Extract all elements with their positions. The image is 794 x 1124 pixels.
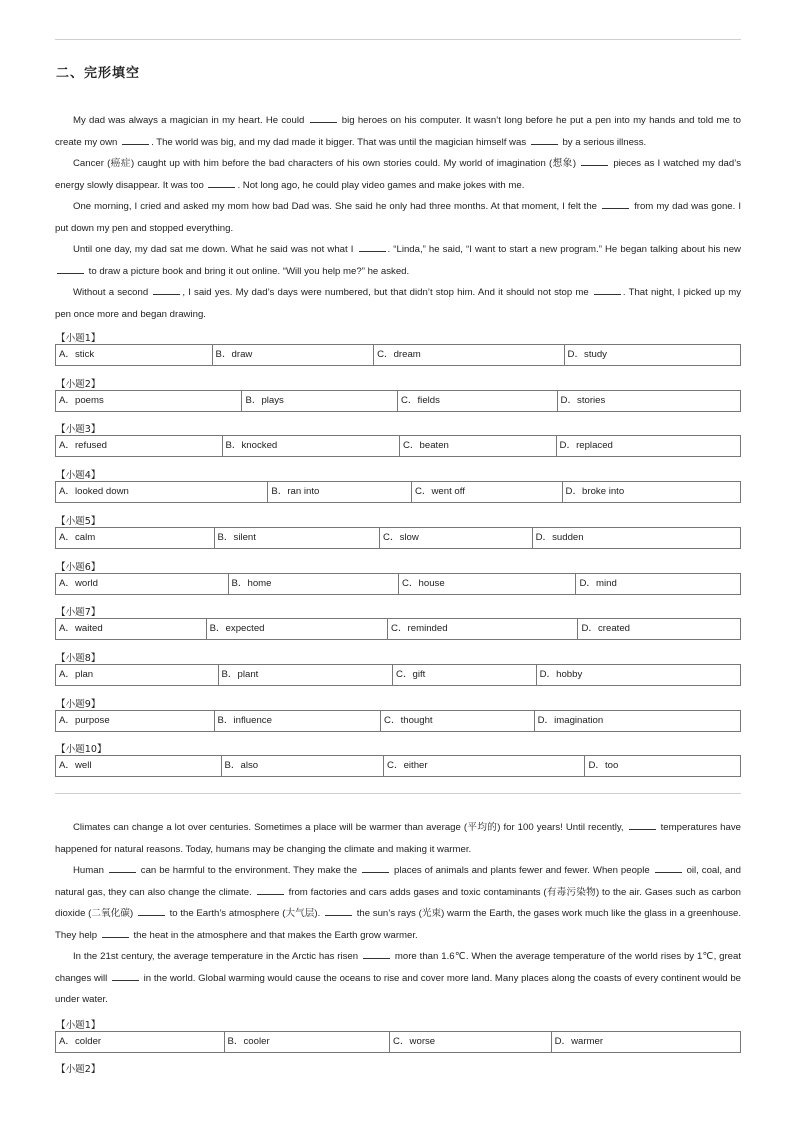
question-label: 【小题1】: [56, 1020, 101, 1031]
paragraph-text: . That night, I picked up my pen once more and began drawing.: [55, 287, 742, 320]
option-c[interactable]: C．dream: [373, 345, 563, 365]
option-b[interactable]: B．silent: [214, 528, 380, 548]
answer-blank[interactable]: [594, 286, 621, 295]
options-row: [55, 344, 741, 366]
options-row: [55, 390, 741, 412]
option-a[interactable]: A．calm: [59, 531, 96, 543]
option-c[interactable]: C．slow: [379, 528, 532, 548]
option-d[interactable]: D．warmer: [551, 1032, 740, 1052]
mid-rule: [55, 793, 741, 794]
answer-blank[interactable]: [57, 265, 84, 274]
option-a[interactable]: A．looked down: [59, 486, 129, 498]
options-row: [55, 1031, 741, 1053]
option-d[interactable]: D．study: [564, 345, 740, 365]
paragraph-text: . “Linda,” he said, “I want to start a new program.” He began talking about his new: [387, 244, 741, 255]
paragraph-text: Without a second: [73, 287, 152, 298]
paragraph: [55, 196, 741, 239]
option-b[interactable]: B．knocked: [222, 436, 399, 456]
options-row: [55, 618, 741, 640]
option-b[interactable]: B．also: [221, 756, 384, 776]
option-a[interactable]: A．well: [59, 760, 92, 772]
answer-blank[interactable]: [138, 907, 165, 916]
options-row: [55, 755, 741, 777]
option-a[interactable]: A．colder: [59, 1036, 102, 1047]
passage-2: [55, 817, 741, 1011]
option-c[interactable]: C．house: [398, 574, 575, 594]
answer-blank[interactable]: [102, 929, 129, 938]
answer-blank[interactable]: [363, 950, 390, 959]
option-a[interactable]: A．waited: [59, 623, 103, 635]
question-label: 【小题6】: [56, 561, 101, 573]
question-label: 【小题4】: [56, 470, 101, 482]
paragraph-text: In the 21st century, the average temperature in the Arctic has risen: [73, 951, 361, 962]
paragraph: [55, 239, 741, 282]
answer-blank[interactable]: [310, 114, 337, 123]
options-row: [55, 710, 741, 732]
answer-blank[interactable]: [208, 179, 235, 188]
paragraph-text: My dad was always a magician in my heart. He could: [73, 115, 308, 126]
paragraph-text: Climates can change a lot over centuries. Sometimes a place will be warmer than average (平均的) for 100 years! Until recently,: [73, 822, 627, 833]
options-row: [55, 664, 741, 686]
options-row: [55, 435, 741, 457]
answer-blank[interactable]: [359, 243, 386, 252]
option-c[interactable]: C．either: [383, 756, 584, 776]
paragraph-text: Until one day, my dad sat me down. What he said was not what I: [73, 244, 357, 255]
question-label: 【小题10】: [56, 744, 107, 756]
option-c[interactable]: C．beaten: [399, 436, 556, 456]
answer-blank[interactable]: [153, 286, 180, 295]
question-label: 【小题2】: [56, 1064, 101, 1075]
question-label: 【小题3】: [56, 424, 101, 436]
answer-blank[interactable]: [531, 136, 558, 145]
option-b[interactable]: B．ran into: [267, 482, 411, 502]
answer-blank[interactable]: [362, 864, 389, 873]
paragraph-text: to draw a picture book and bring it out online. “Will you help me?” he asked.: [86, 265, 410, 277]
answer-blank[interactable]: [602, 200, 629, 209]
paragraph-text: in the world. Global warming would cause the oceans to rise and cover more land. Many places along the coasts of every continent would be under water.: [55, 972, 741, 1005]
paragraph-text: to the Earth’s atmosphere (大气层).: [166, 908, 323, 919]
paragraph-text: pieces as I watched my dad’s energy slowly disappear. It was too: [55, 158, 741, 191]
question-label: 【小题7】: [56, 607, 101, 619]
paragraph-text: places of animals and plants fewer and fewer. When people: [391, 865, 653, 876]
paragraph-text: Human: [73, 865, 107, 876]
section-title: 二、完形填空: [56, 66, 141, 81]
option-a[interactable]: A．world: [59, 577, 98, 589]
option-d[interactable]: D．created: [577, 619, 740, 639]
answer-blank[interactable]: [257, 886, 284, 895]
paragraph-text: Cancer (癌症) caught up with him before the bad characters of his own stories could. My world of imagination (想象): [73, 158, 580, 169]
option-a[interactable]: A．purpose: [59, 714, 110, 726]
question-label: 【小题5】: [56, 515, 101, 527]
option-c[interactable]: C．gift: [392, 665, 536, 685]
option-b[interactable]: B．draw: [212, 345, 374, 365]
option-b[interactable]: B．expected: [206, 619, 387, 639]
option-c[interactable]: C．thought: [380, 711, 534, 731]
paragraph-text: the sun’s rays (光束) warm the Earth, the gases work much like the glass in a greenhouse. They help: [55, 908, 742, 941]
paragraph-text: the heat in the atmosphere and that makes the Earth grow warmer.: [130, 929, 418, 941]
paragraph-text: . Not long ago, he could play video games and make jokes with me.: [237, 179, 525, 191]
option-c[interactable]: C．fields: [397, 391, 557, 411]
paragraph-text: by a serious illness.: [559, 136, 647, 148]
option-d[interactable]: D．too: [584, 756, 740, 776]
answer-blank[interactable]: [325, 907, 352, 916]
option-c[interactable]: C．went off: [411, 482, 562, 502]
paragraph: [55, 153, 741, 196]
option-d[interactable]: D．stories: [557, 391, 740, 411]
paragraph-text: One morning, I cried and asked my mom how bad Dad was. She said he only had three months. At that moment, I felt the: [73, 201, 601, 212]
options-row: [55, 481, 741, 503]
option-b[interactable]: B．cooler: [224, 1032, 390, 1052]
option-a[interactable]: A．stick: [59, 349, 95, 360]
options-row: [55, 527, 741, 549]
answer-blank[interactable]: [629, 821, 656, 830]
top-rule: [55, 39, 741, 40]
option-b[interactable]: B．home: [228, 574, 399, 594]
question-label: 【小题8】: [56, 652, 101, 664]
paragraph: [55, 110, 741, 153]
option-c[interactable]: C．reminded: [387, 619, 577, 639]
options-row: [55, 573, 741, 595]
option-b[interactable]: B．influence: [214, 711, 381, 731]
answer-blank[interactable]: [581, 157, 608, 166]
paragraph-text: big heroes on his computer. It wasn’t long before he put a pen into my hands and told me to create my own: [55, 115, 742, 148]
answer-blank[interactable]: [112, 972, 139, 981]
answer-blank[interactable]: [655, 864, 682, 873]
paragraph: [55, 282, 741, 325]
paragraph-text: can be harmful to the environment. They make the: [137, 865, 361, 876]
option-d[interactable]: D．imagination: [534, 711, 740, 731]
option-d[interactable]: D．broke into: [562, 482, 740, 502]
answer-blank[interactable]: [122, 136, 149, 145]
paragraph-text: from my dad was gone. I put down my pen and stopped everything.: [55, 201, 741, 234]
paragraph: [55, 860, 741, 946]
question-label: 【小题2】: [56, 378, 101, 390]
option-a[interactable]: A．refused: [59, 440, 107, 452]
question-label: 【小题1】: [56, 333, 101, 344]
option-d[interactable]: D．mind: [575, 574, 740, 594]
option-d[interactable]: D．sudden: [532, 528, 740, 548]
paragraph-text: from factories and cars adds gases and toxic contaminants (有毒污染物) to the air. Gases such as carbon dioxide (二氧化碳): [55, 886, 742, 919]
passage-1: [55, 110, 741, 325]
question-label: 【小题9】: [56, 698, 101, 710]
paragraph: [55, 817, 741, 860]
option-c[interactable]: C．worse: [389, 1032, 551, 1052]
answer-blank[interactable]: [109, 864, 136, 873]
option-b[interactable]: B．plays: [241, 391, 397, 411]
option-a[interactable]: A．poems: [59, 394, 104, 406]
paragraph-text: oil, coal, and natural gas, they can also change the climate.: [55, 865, 741, 898]
paragraph-text: more than 1.6℃. When the average temperature of the world rises by 1℃, great changes will: [55, 951, 742, 984]
paragraph-text: . The world was big, and my dad made it bigger. That was until the magician himself was: [151, 136, 529, 148]
paragraph-text: temperatures have happened for natural reasons. Today, humans may be changing the climate and making it warmer.: [55, 822, 741, 855]
option-a[interactable]: A．plan: [59, 668, 94, 680]
paragraph-text: , I said yes. My dad’s days were numbered, but that didn’t stop him. And it should not stop me: [182, 287, 592, 298]
option-d[interactable]: D．hobby: [536, 665, 740, 685]
paragraph: [55, 946, 741, 1011]
option-b[interactable]: B．plant: [218, 665, 392, 685]
option-d[interactable]: D．replaced: [556, 436, 740, 456]
